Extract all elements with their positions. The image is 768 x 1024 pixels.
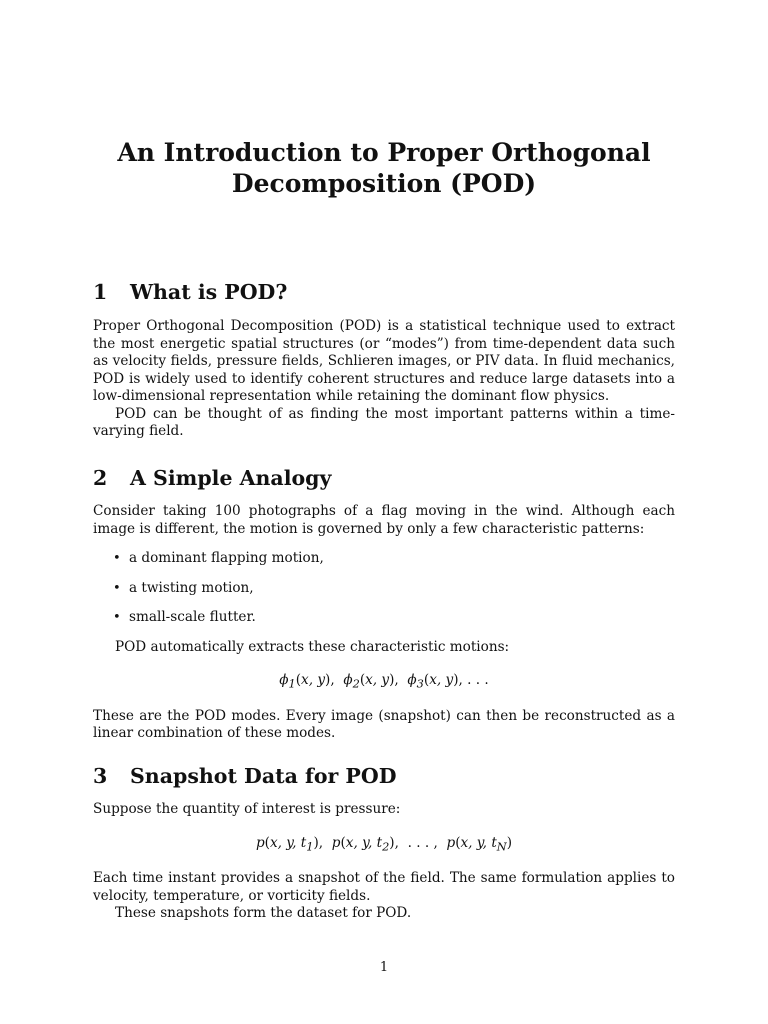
title-line-1: An Introduction to Proper Orthogonal — [117, 138, 651, 167]
list-item-text: small-scale flutter. — [129, 609, 256, 625]
list-item — [93, 580, 675, 598]
page-number: 1 — [379, 960, 389, 975]
list-item-text: a twisting motion, — [129, 579, 254, 596]
section-number: 3 — [93, 764, 108, 788]
paragraph: POD automatically extracts these characteristic motions: — [115, 638, 510, 655]
paragraph: These are the POD modes. Every image (snapshot) can then be reconstructed as a linear combination of these modes. — [93, 707, 675, 742]
section-title: A Simple Analogy — [130, 466, 332, 490]
bullet-list — [93, 550, 675, 627]
section-title: Snapshot Data for POD — [130, 764, 397, 788]
paragraph: Each time instant provides a snapshot of the field. The same formulation applies to velocity, temperature, or vorticity fields. — [93, 870, 675, 904]
section-3 — [93, 763, 675, 923]
section-heading — [93, 279, 675, 305]
bullet-icon: • — [113, 551, 121, 566]
section-1 — [93, 279, 675, 441]
paragraph: POD can be thought of as finding the most important patterns within a time-varying field. — [93, 405, 675, 439]
bullet-icon: • — [113, 580, 121, 596]
list-item-text: a dominant flapping motion, — [129, 550, 324, 566]
paragraph: Proper Orthogonal Decomposition (POD) is a statistical technique used to extract the most energetic spatial structures (or “modes”) from time-dependent data such as velocity fields, pressure fields, Schlieren images, or PIV data. In fluid mechanics, POD is widely used to identify coherent structures and reduce large datasets into a low-dimensional representation while retaining the dominant flow physics. — [93, 318, 675, 404]
section-number: 2 — [93, 466, 108, 490]
section-number: 1 — [93, 280, 108, 304]
list-item — [93, 550, 675, 568]
list-item — [93, 609, 675, 627]
bullet-icon: • — [113, 610, 121, 625]
paragraph: These snapshots form the dataset for POD. — [115, 905, 412, 922]
section-title: What is POD? — [130, 280, 288, 304]
paragraph: Consider taking 100 photographs of a flag moving in the wind. Although each image is different, the motion is governed by only a few characteristic patterns: — [93, 503, 675, 537]
section-heading — [93, 763, 675, 789]
section-2 — [93, 465, 675, 743]
paragraph: Suppose the quantity of interest is pressure: — [93, 801, 401, 817]
equation-snapshots: p(x, y, $t_1$), p(x, y, $t_2$), . . . , p(x, y, $t_N$) — [255, 834, 513, 854]
document-title — [93, 137, 675, 199]
title-line-2: Decomposition (POD) — [231, 169, 537, 198]
equation-modes: $\phi_1(x$, y), $\phi_2(x$, y), $\phi_3(x$, y), . . . — [279, 672, 489, 691]
section-heading — [93, 465, 675, 491]
